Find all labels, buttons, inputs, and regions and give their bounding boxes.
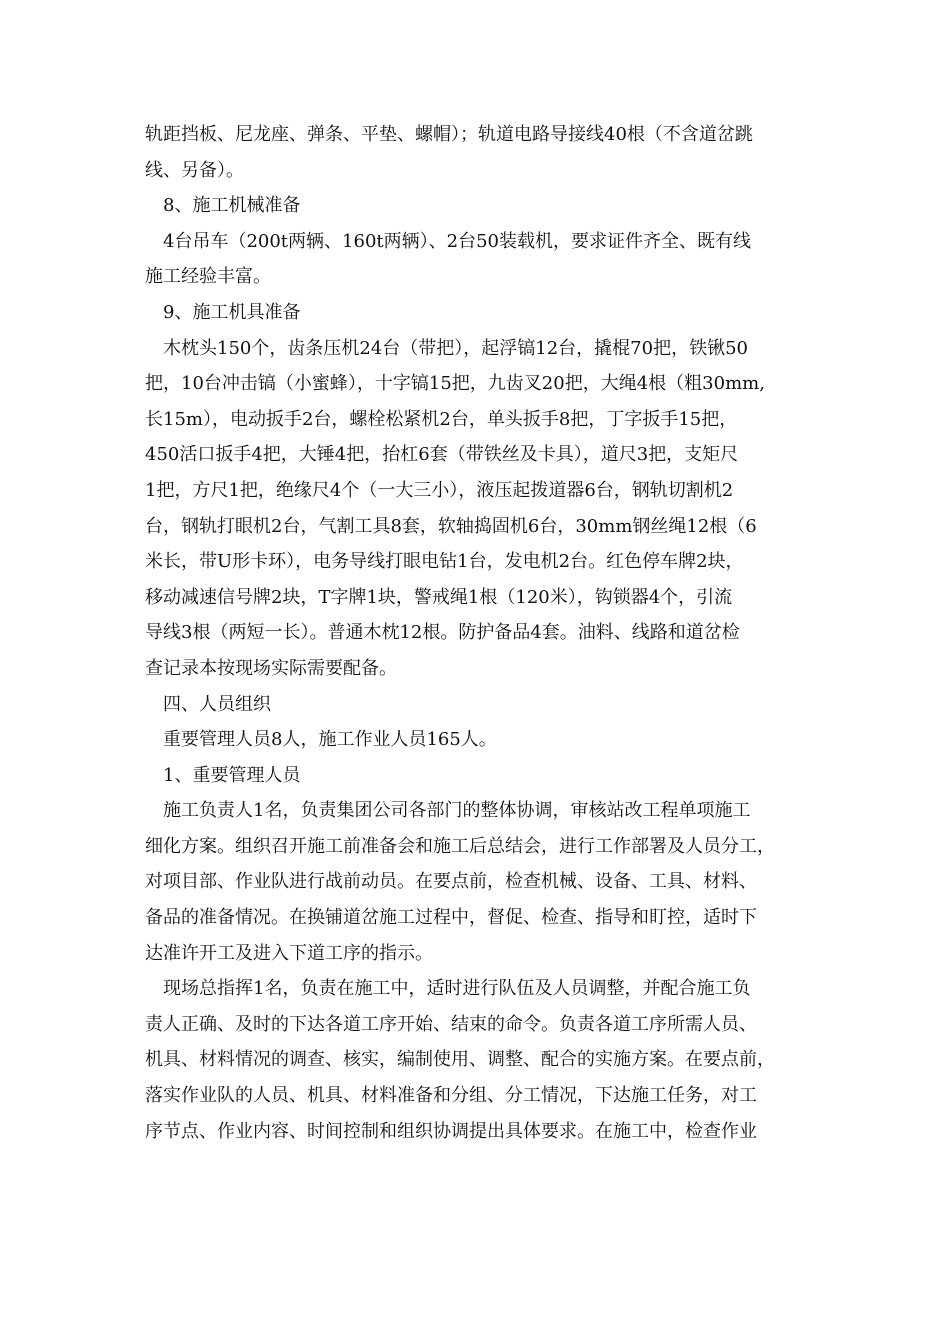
section-heading: 8、施工机械准备 [163,195,301,217]
text-line: 线、另备）。 [145,159,244,181]
section-heading: 1、重要管理人员 [163,764,301,786]
text-line: 重要管理人员8人，施工作业人员165人。 [163,729,497,751]
text-line: 对项目部、作业队进行战前动员。在要点前，检查机械、设备、工具、材料、 [145,871,757,893]
text-line: 现场总指挥1名，负责在施工中，适时进行队伍及人员调整，并配合施工负 [163,978,751,1000]
text-line: 施工经验丰富。 [145,266,271,288]
text-line: 木枕头150个，齿条压机24台（带把），起浮镐12台，撬棍70把，铁锹50 [163,337,748,359]
text-line: 序节点、作业内容、时间控制和组织协调提出具体要求。在施工中，检查作业 [145,1120,757,1142]
text-line: 施工负责人1名，负责集团公司各部门的整体协调，审核站改工程单项施工 [163,800,751,822]
document-body [145,117,815,1149]
text-line: 把，10台冲击镐（小蜜蜂），十字镐15把，九齿叉20把，大绳4根（粗30mm, [145,373,765,395]
text-line: 移动减速信号牌2块，T字牌1块，警戒绳1根（120米），钩锁器4个，引流 [145,586,733,608]
text-line: 米长，带U形卡环），电务导线打眼电钻1台，发电机2台。红色停车牌2块， [145,551,744,573]
text-line: 机具、材料情况的调查、核实，编制使用、调整、配合的实施方案。在要点前， [145,1049,775,1071]
text-line: 4台吊车（200t两辆、160t两辆）、2台50装载机，要求证件齐全、既有线 [163,230,751,252]
text-line: 责人正确、及时的下达各道工序开始、结束的命令。负责各道工序所需人员、 [145,1013,757,1035]
section-heading: 9、施工机具准备 [163,301,301,323]
text-line: 查记录本按现场实际需要配备。 [145,657,397,679]
text-line: 导线3根（两短一长）。普通木枕12根。防护备品4套。油料、线路和道岔检 [145,622,740,644]
text-line: 落实作业队的人员、机具、材料准备和分组、分工情况，下达施工任务，对工 [145,1085,757,1107]
text-line: 台，钢轨打眼机2台，气割工具8套，软轴捣固机6台，30mm钢丝绳12根（6 [145,515,757,537]
text-line: 1把，方尺1把，绝缘尺4个（一大三小），液压起拨道器6台，钢轨切割机2 [145,479,734,501]
text-line: 达准许开工及进入下道工序的指示。 [145,942,433,964]
text-line: 轨距挡板、尼龙座、弹条、平垫、螺帽）；轨道电路导接线40根（不含道岔跳 [145,124,753,145]
section-heading: 四、人员组织 [163,693,271,715]
text-line: 备品的准备情况。在换铺道岔施工过程中，督促、检查、指导和盯控，适时下 [145,907,757,929]
text-line: 细化方案。组织召开施工前准备会和施工后总结会，进行工作部署及人员分工， [145,835,775,857]
text-line: 长15m），电动扳手2台，螺栓松紧机2台，单头扳手8把，丁字扳手15把， [145,408,738,430]
text-line: 450活口扳手4把，大锤4把，抬杠6套（带铁丝及卡具），道尺3把，支矩尺 [145,444,739,466]
